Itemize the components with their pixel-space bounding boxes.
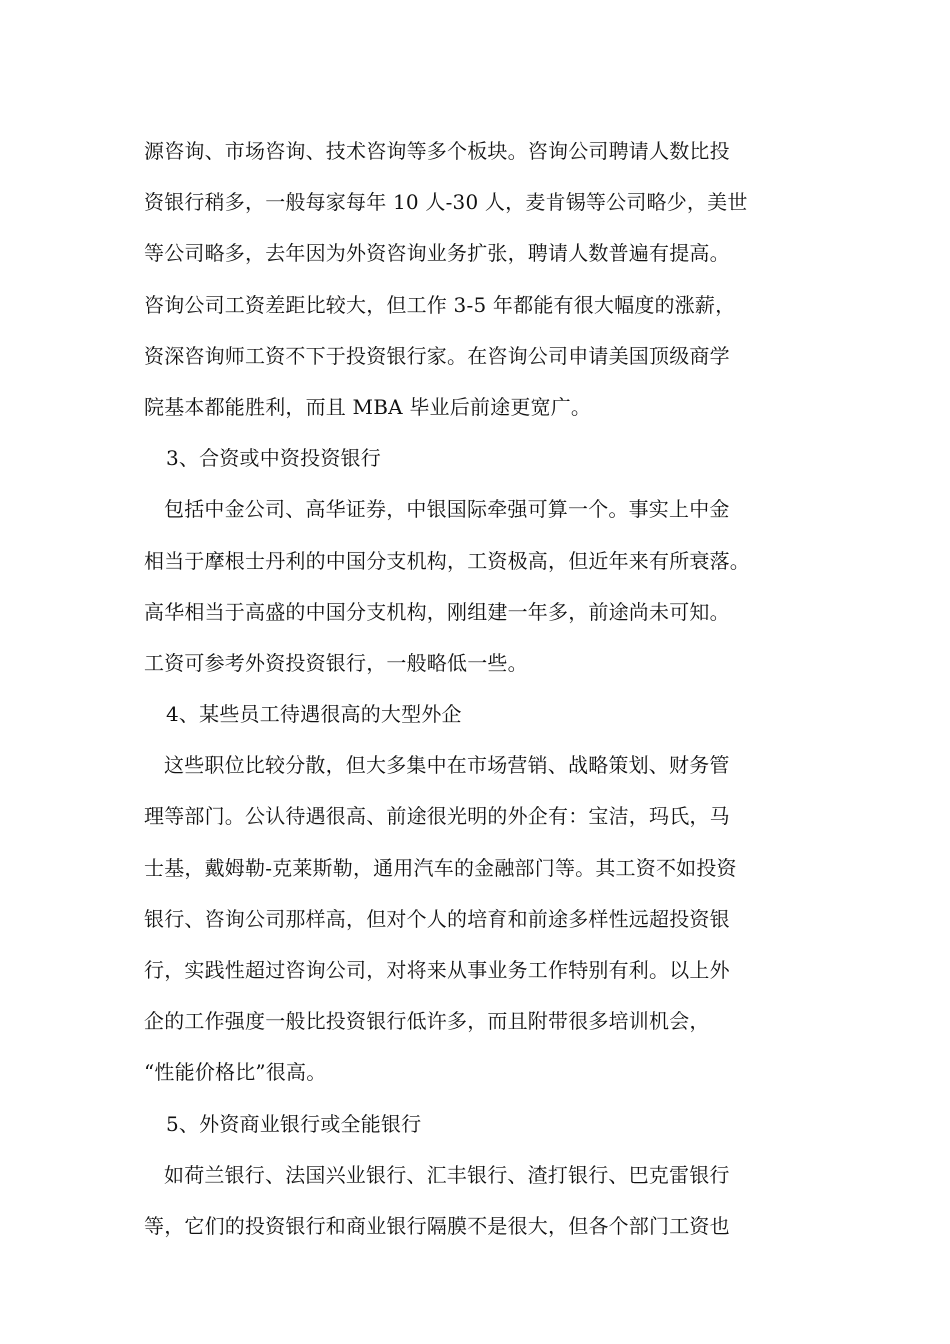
body-line: 工资可参考外资投资银行，一般略低一些。 [144, 650, 528, 675]
section-heading-3: 3、合资或中资投资银行 [166, 446, 381, 471]
paragraph-first-line: 这些职位比较分散，但大多集中在市场营销、战略策划、财务管 [164, 753, 730, 778]
body-line: 院基本都能胜利，而且 MBA 毕业后前途更宽广。 [144, 394, 592, 419]
body-line: “性能价格比”很高。 [144, 1060, 327, 1085]
body-line: 资银行稍多，一般每家每年 10 人-30 人，麦肯锡等公司略少，美世 [144, 190, 748, 215]
body-line: 咨询公司工资差距比较大，但工作 3-5 年都能有很大幅度的涨薪， [144, 292, 736, 317]
body-line: 资深咨询师工资不下于投资银行家。在咨询公司申请美国顶级商学 [144, 343, 730, 368]
body-line: 相当于摩根士丹利的中国分支机构，工资极高，但近年来有所衰落。 [144, 548, 750, 573]
body-line: 行，实践性超过咨询公司，对将来从事业务工作特别有利。以上外 [144, 958, 730, 982]
body-line: 银行、咨询公司那样高，但对个人的培育和前途多样性远超投资银 [144, 906, 730, 931]
body-line: 等公司略多，去年因为外资咨询业务扩张，聘请人数普遍有提高。 [144, 241, 730, 266]
body-line: 理等部门。公认待遇很高、前途很光明的外企有：宝洁，玛氏，马 [144, 804, 730, 829]
paragraph-first-line: 包括中金公司、高华证券，中银国际牵强可算一个。事实上中金 [164, 497, 730, 522]
body-line: 源咨询、市场咨询、技术咨询等多个板块。咨询公司聘请人数比投 [144, 139, 730, 163]
paragraph-first-line: 如荷兰银行、法国兴业银行、汇丰银行、渣打银行、巴克雷银行 [164, 1162, 730, 1187]
body-line: 士基，戴姆勒-克莱斯勒，通用汽车的金融部门等。其工资不如投资 [144, 855, 737, 880]
section-heading-4: 4、某些员工待遇很高的大型外企 [166, 702, 462, 727]
section-heading-5: 5、外资商业银行或全能银行 [166, 1111, 422, 1136]
body-line: 等，它们的投资银行和商业银行隔膜不是很大，但各个部门工资也 [144, 1213, 730, 1238]
body-line: 企的工作强度一般比投资银行低许多，而且附带很多培训机会， [144, 1009, 710, 1034]
body-line: 高华相当于高盛的中国分支机构，刚组建一年多，前途尚未可知。 [144, 599, 730, 624]
document-body [144, 126, 816, 1252]
